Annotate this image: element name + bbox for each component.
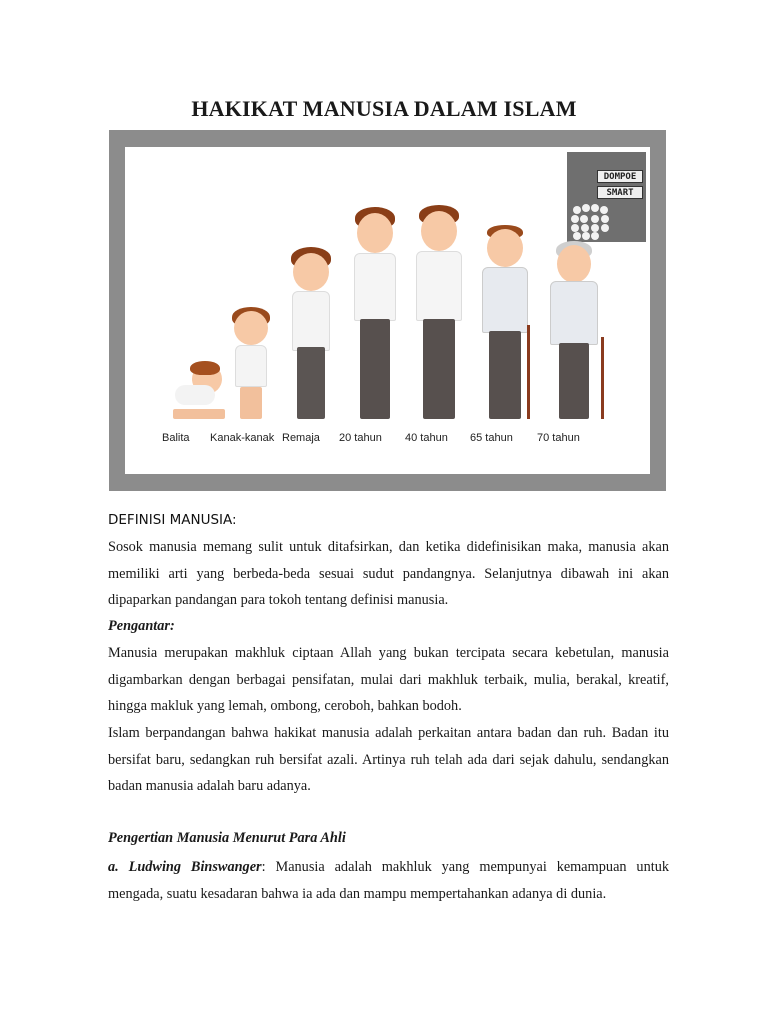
age-label-20-tahun: 20 tahun bbox=[339, 432, 382, 444]
age-label-kanak-kanak: Kanak-kanak bbox=[210, 432, 275, 444]
figure-kanak-kanak bbox=[225, 307, 277, 419]
human-growth-illustration bbox=[125, 147, 650, 474]
logo-line-1: DOMPOE bbox=[597, 170, 643, 183]
figure-frame bbox=[109, 130, 666, 491]
figure-70-tahun bbox=[539, 239, 609, 419]
logo-dots-icon bbox=[571, 204, 611, 240]
figure-remaja bbox=[283, 247, 339, 419]
age-label-remaja: Remaja bbox=[282, 432, 320, 444]
figure-65-tahun bbox=[475, 223, 535, 419]
age-label-65-tahun: 65 tahun bbox=[470, 432, 513, 444]
paragraph-ahli-a bbox=[108, 854, 669, 907]
figure-balita bbox=[169, 359, 229, 419]
figure-40-tahun bbox=[409, 205, 469, 419]
subheading-pengantar: Pengantar: bbox=[108, 618, 175, 634]
age-label-70-tahun: 70 tahun bbox=[537, 432, 580, 444]
ahli-a-name: a. Ludwing Binswanger bbox=[108, 859, 262, 875]
ahli-a-separator: : bbox=[261, 859, 266, 875]
ahli-a-text: Manusia adalah makhluk yang mempunyai kemampuan untuk mengada, suatu kesadaran bahwa ia ada dan mampu mempertahankan adanya di dunia. bbox=[108, 859, 669, 902]
subheading-ahli: Pengertian Manusia Menurut Para Ahli bbox=[108, 830, 346, 846]
paragraph-pengantar-1: Manusia merupakan makhluk ciptaan Allah yang bukan tercipata secara kebetulan, manusia digambarkan dengan berbagai pensifatan, mulai dari makhluk terbaik, mulia, berakal, kreatif, hingga makluk yang lemah, ombong, ceroboh, bahkan bodoh. bbox=[108, 645, 669, 715]
age-label-40-tahun: 40 tahun bbox=[405, 432, 448, 444]
page-title: HAKIKAT MANUSIA DALAM ISLAM bbox=[191, 96, 577, 121]
figure-20-tahun bbox=[347, 207, 403, 419]
age-label-balita: Balita bbox=[162, 432, 190, 444]
paragraph-intro: Sosok manusia memang sulit untuk ditafsirkan, dan ketika didefinisikan maka, manusia akan memiliki arti yang berbeda-beda sesuai sudut pandangnya. Selanjutnya dibawah ini akan dipaparkan pandangan para tokoh tentang definisi manusia. bbox=[108, 539, 669, 609]
paragraph-pengantar-2: Islam berpandangan bahwa hakikat manusia adalah perkaitan antara badan dan ruh. Badan itu bersifat baru, sedangkan ruh bersifat azali. Artinya ruh telah ada dari sejak dahulu, sendangkan badan manusia adalah baru adanya. bbox=[108, 725, 669, 795]
dompoe-smart-logo bbox=[567, 152, 646, 242]
section-heading-definisi: DEFINISI MANUSIA: bbox=[108, 512, 237, 528]
logo-line-2: SMART bbox=[597, 186, 643, 199]
